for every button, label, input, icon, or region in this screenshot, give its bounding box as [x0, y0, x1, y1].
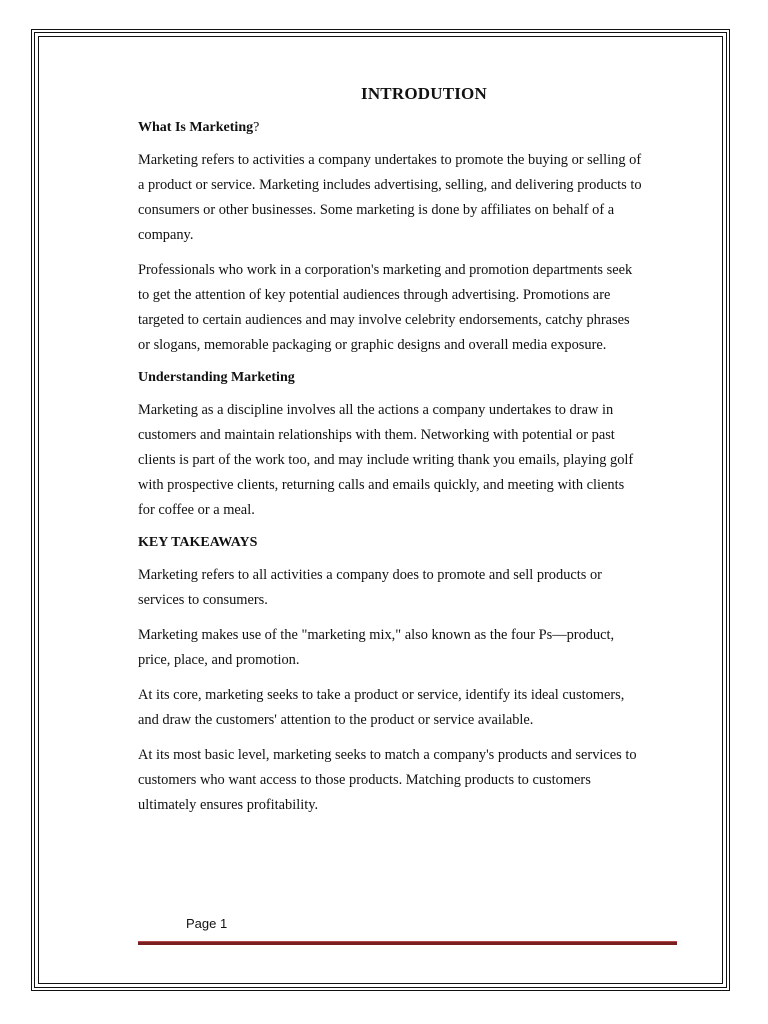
footer-rule	[138, 941, 677, 945]
text-line: Marketing refers to all activities a company does to promote and sell products or	[138, 567, 602, 583]
text-line: customers and maintain relationships with them. Networking with potential or past	[138, 427, 615, 443]
text-line: for coffee or a meal.	[138, 502, 255, 518]
text-line: clients is part of the work too, and may include writing thank you emails, playing golf	[138, 452, 634, 468]
text-line: a product or service. Marketing includes advertising, selling, and delivering products to	[138, 177, 642, 193]
paragraph	[138, 258, 698, 358]
page-title: INTRODUTION	[361, 84, 487, 103]
text-line: At its core, marketing seeks to take a product or service, identify its ideal customers,	[138, 687, 625, 703]
paragraph	[138, 398, 698, 523]
paragraph	[138, 743, 698, 818]
text-line: targeted to certain audiences and may involve celebrity endorsements, catchy phrases	[138, 312, 630, 328]
text-line: customers who want access to those products. Matching products to customers	[138, 772, 591, 788]
paragraph	[138, 683, 698, 733]
text-line: Marketing makes use of the "marketing mix," also known as the four Ps—product,	[138, 627, 615, 643]
text-line: Professionals who work in a corporation's marketing and promotion departments seek	[138, 262, 633, 278]
text-line: to get the attention of key potential audiences through advertising. Promotions are	[138, 287, 611, 303]
text-line: At its most basic level, marketing seeks to match a company's products and services to	[138, 747, 637, 763]
text-line: or slogans, memorable packaging or graphic designs and overall media exposure.	[138, 337, 607, 353]
section-heading-what-is-marketing	[138, 118, 698, 138]
text-line: company.	[138, 227, 194, 243]
section-heading-key-takeaways: KEY TAKEAWAYS	[138, 535, 258, 550]
text-line: Marketing as a discipline involves all the actions a company undertakes to draw in	[138, 402, 614, 418]
paragraph	[138, 563, 698, 613]
text-line: Marketing refers to activities a company undertakes to promote the buying or selling of	[138, 152, 642, 168]
text-line: with prospective clients, returning calls and emails quickly, and meeting with clients	[138, 477, 625, 493]
heading-suffix: ?	[253, 120, 260, 135]
document-body	[138, 84, 698, 828]
heading-text: What Is Marketing	[138, 120, 254, 135]
text-line: price, place, and promotion.	[138, 652, 300, 668]
section-heading-understanding-marketing: Understanding Marketing	[138, 370, 295, 385]
text-line: services to consumers.	[138, 592, 268, 608]
text-line: ultimately ensures profitability.	[138, 797, 319, 813]
paragraph	[138, 623, 698, 673]
text-line: consumers or other businesses. Some marketing is done by affiliates on behalf of a	[138, 202, 615, 218]
paragraph	[138, 148, 698, 248]
text-line: and draw the customers' attention to the product or service available.	[138, 712, 534, 728]
page-number: Page 1	[186, 916, 228, 931]
